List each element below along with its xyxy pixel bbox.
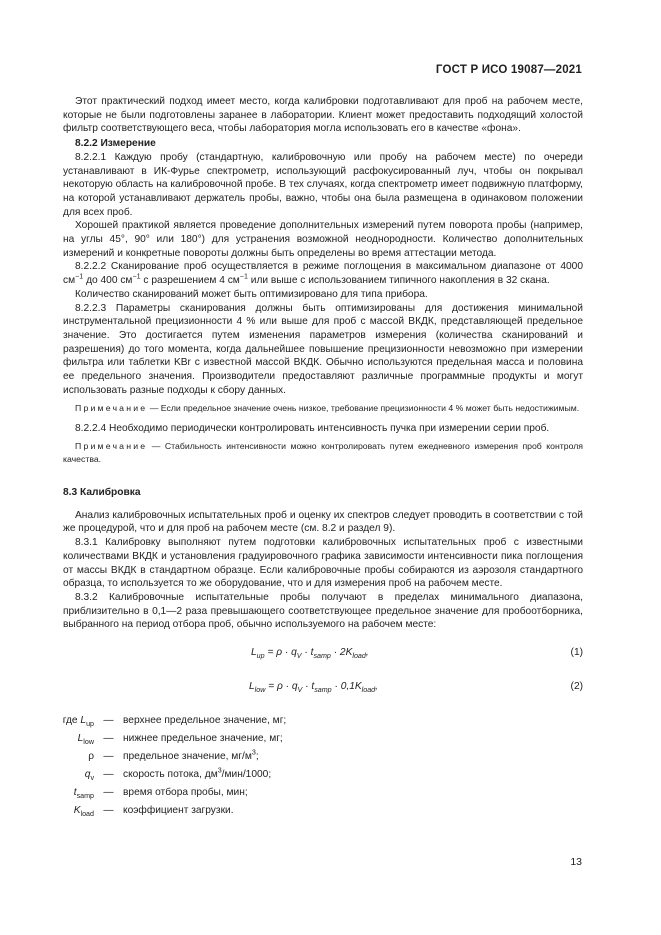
- definition-item: ρ — предельное значение, $мг/м^3$;: [88, 748, 259, 763]
- note-label: Примечание: [75, 441, 148, 452]
- paragraph-8-3-1: 8.3.1 Калибровку выполняют путем подготовки калибровочных испытательных проб с известными количествами ВКДК и установления градуировочного графика зависимости интенсивности пика поглощения от массы ВКДК в стандартном образце. Если калибровочные пробы собираются из аэрозоля стандартного образца, то используется то же оборудование, что и для измерения проб на рабочем месте.: [63, 537, 583, 590]
- paragraph-good-practice: Хорошей практикой является проведение дополнительных измерений путем поворота пробы (например, на углы 45°, 90° или 180°) для устранения возможной неоднородности. Количество дополнительных измерений и конкретные повороты должны быть определены во время аттестации метода.: [63, 220, 583, 259]
- paragraph-8-2-2-2: 8.2.2.2 Сканирование проб осуществляется в режиме поглощения в максимальном диапазоне от 4000 $см^{-1}$ до 400 $см^{-1}$ с разрешением 4 $см^{-1}$ или выше с использованием типичного накопления в 32 скана.: [63, 261, 583, 287]
- definition-item: $L_{low}$ — нижнее предельное значение, мг;: [77, 733, 283, 747]
- paragraph-8-3: Анализ калибровочных испытательных проб и оценку их спектров следует проводить в соответствии с той же процедурой, что и для проб на рабочем месте (см. 8.2 и раздел 9).: [63, 509, 583, 535]
- note-1: Примечание — Если предельное значение очень низкое, требование прецизионности 4 % может быть недостижимым.: [75, 403, 580, 414]
- formula-1-expression: $L_{up} = \rho \cdot q_V \cdot t_{samp} \cdot 2K_{load}$,: [251, 647, 369, 661]
- formula-2: [63, 674, 583, 700]
- note-label: Примечание: [75, 403, 148, 414]
- definition-item: $K_{load}$ — коэффициент загрузки.: [73, 805, 234, 819]
- formula-1: [63, 640, 583, 666]
- paragraph-intro: Этот практический подход имеет место, когда калибровки подготавливают для проб на рабочем месте, которые не были подготовлены заранее в лаборатории. Клиент может предоставить подходящий холостой фильтр соответствующего веса, чтобы лаборатория могла использовать его в качестве «фона».: [63, 96, 583, 135]
- definition-item: $q_v$ — скорость потока, $дм^3/мин/1000$;: [84, 766, 272, 783]
- heading-8-3: 8.3 Калибровка: [63, 487, 141, 499]
- paragraph-scan-count: Количество сканирований может быть оптимизировано для типа прибора.: [75, 288, 428, 300]
- definition-item: $t_{samp}$ — время отбора пробы, мин;: [73, 787, 248, 801]
- paragraph-8-3-2: 8.3.2 Калибровочные испытательные пробы получают в пределах минимального диапазона, приблизительно в 0,1—2 раза превышающего соответствующее предельное значение для пробоотборника, выбранного на период отбора проб, обычно используемого на рабочем месте:: [63, 591, 583, 631]
- formula-2-number: (2): [570, 681, 583, 693]
- definition-item: где $L_{up}$ — верхнее предельное значение, мг;: [62, 715, 287, 729]
- formula-1-number: (1): [570, 647, 583, 659]
- document-header: ГОСТ Р ИСО 19087—2021: [435, 64, 582, 76]
- note-2: Примечание — Стабильность интенсивности можно контролировать путем ежедневного измерения проб контроля качества.: [63, 441, 583, 464]
- paragraph-8-2-2-1: 8.2.2.1 Каждую пробу (стандартную, калибровочную или пробу на рабочем месте) по очереди устанавливают в ИК-Фурье спектрометр, использующий расфокусированный луч, чтобы он покрывал некоторую область на калибровочной пробе. В тех случаях, когда спектрометр имеет подвижную платформу, на которой устанавливают держатель пробы, важно, чтобы она была размещена в одинаковом положении для всех проб.: [63, 151, 583, 218]
- paragraph-8-2-2-3: 8.2.2.3 Параметры сканирования должны быть оптимизированы для достижения минимальной инструментальной прецизионности 4 % или выше для проб с массой ВКДК, представляющей предельное значение. Это достигается путем изменения параметров измерения (количества сканирований и разрешения) до того момента, когда дальнейшее повышение прецизионности невозможно при измерении фильтра или таблетки KBr с известной массой ВКДК. Обычно используются предельная масса и половина ее предельного значения. Производители предоставляют различные программные продукты и могут использовать разные подходы к сбору данных.: [63, 302, 583, 396]
- definitions-list: [63, 712, 583, 820]
- page-body: [63, 95, 583, 820]
- formula-2-expression: $L_{low} = \rho \cdot q_V \cdot t_{samp} \cdot 0,1K_{load}$,: [249, 681, 378, 695]
- page-number: 13: [570, 856, 582, 868]
- paragraph-8-2-2-4: 8.2.2.4 Необходимо периодически контролировать интенсивность пучка при измерении серии проб.: [75, 422, 550, 434]
- heading-8-2-2: 8.2.2 Измерение: [75, 138, 156, 150]
